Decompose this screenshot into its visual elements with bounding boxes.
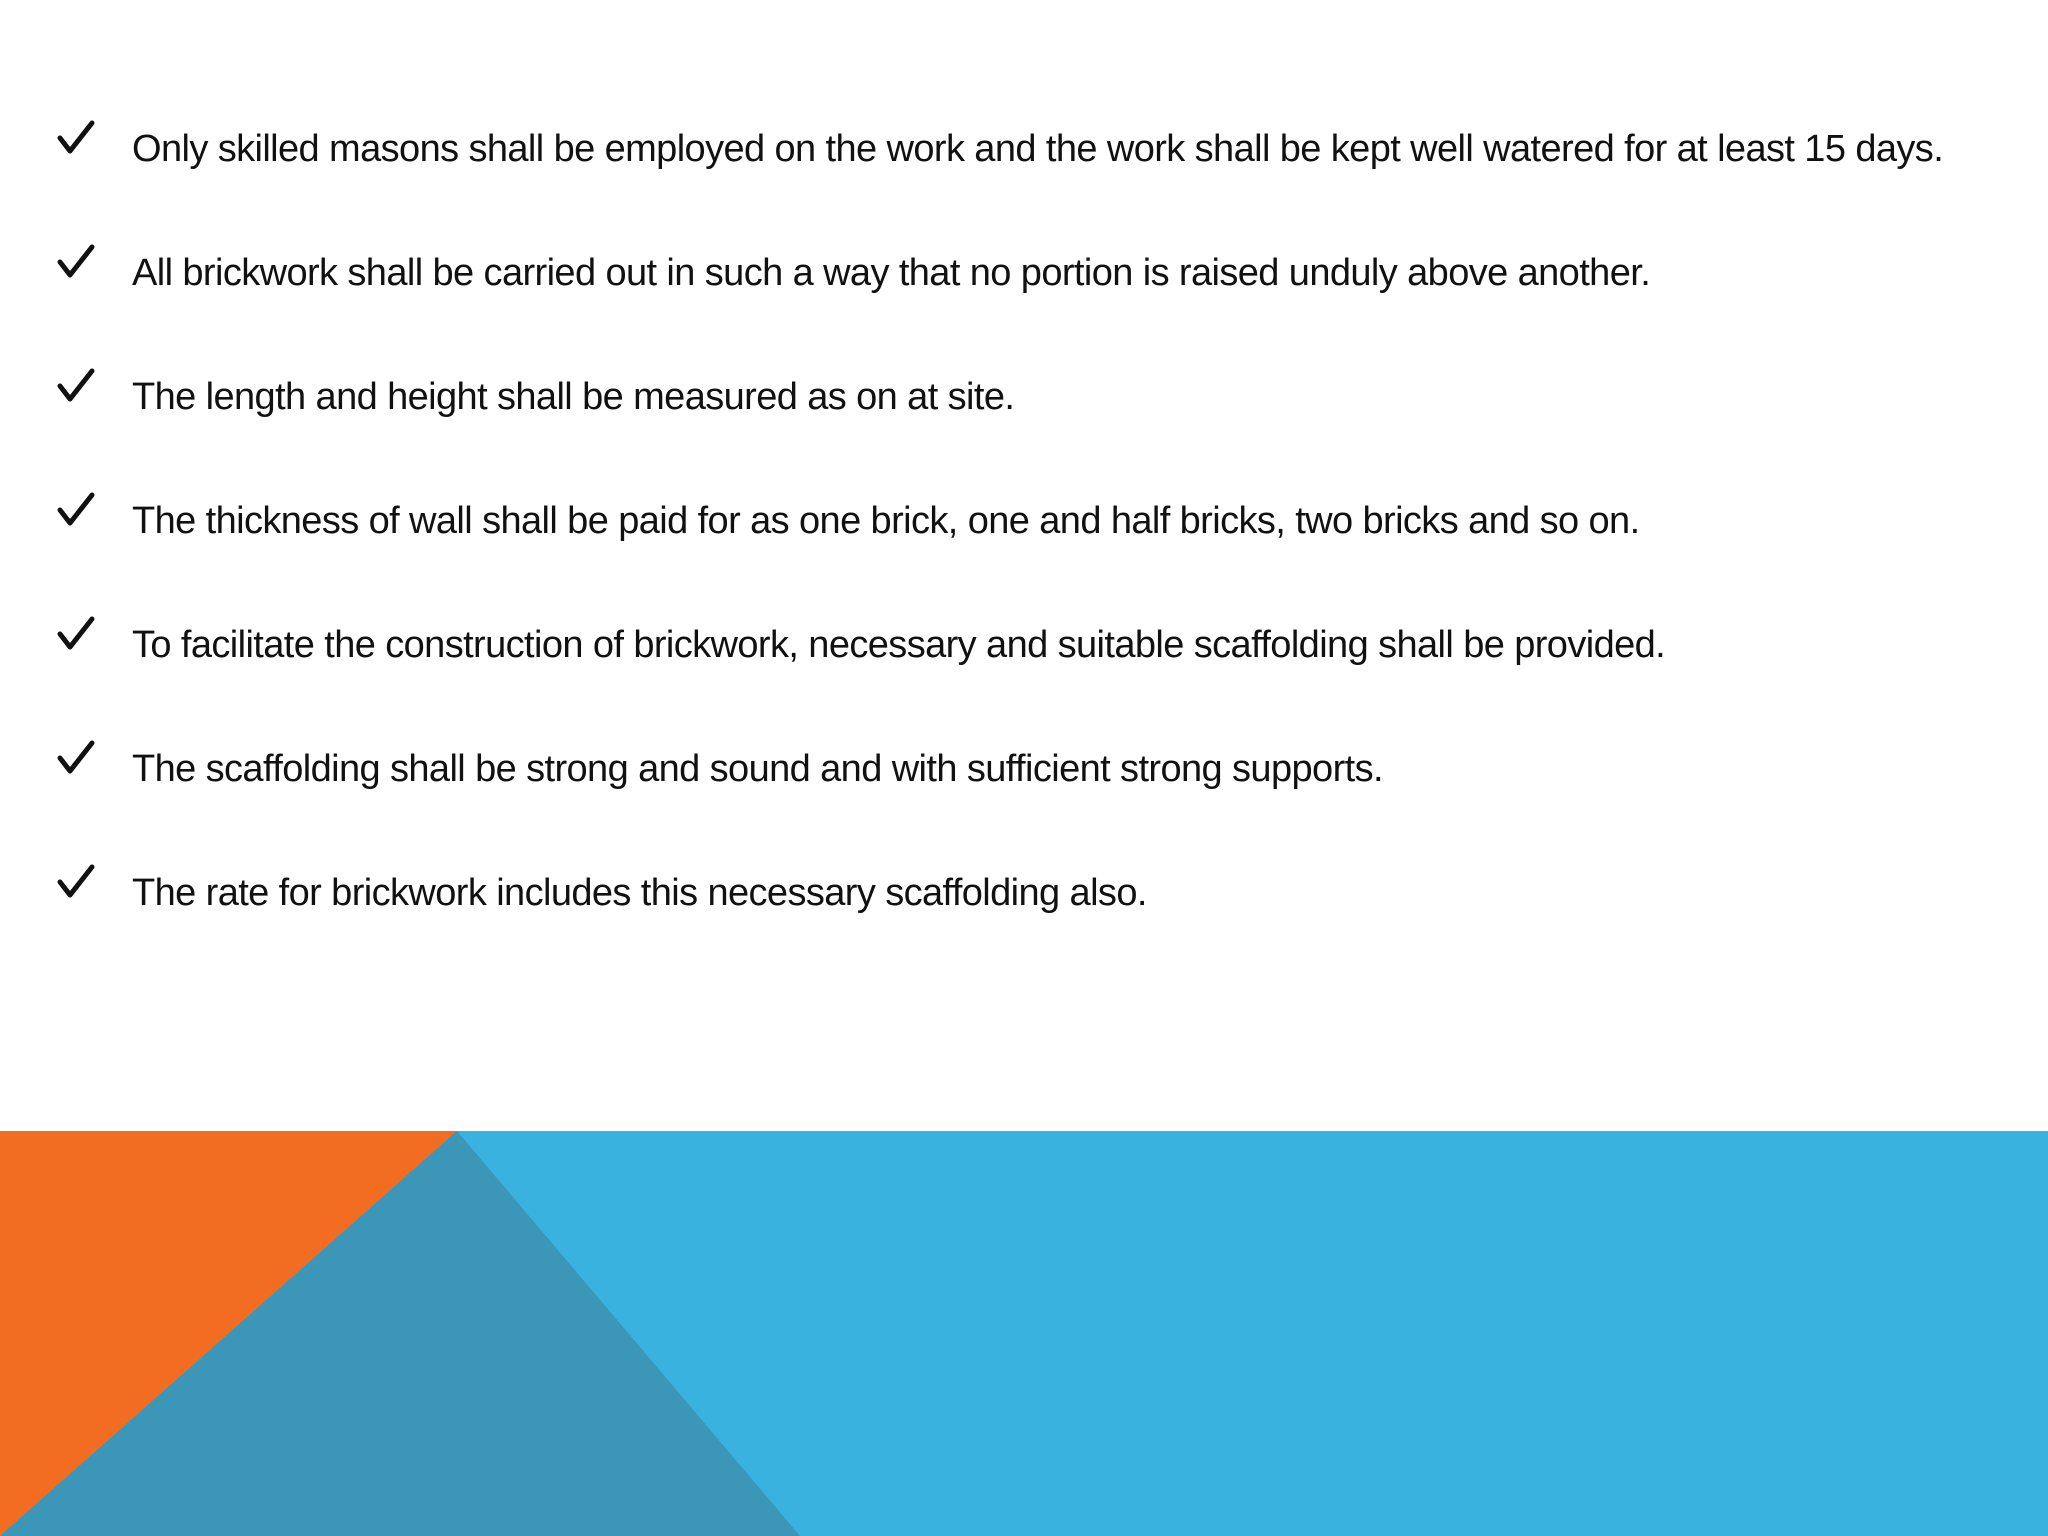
checkmark-icon [56, 366, 96, 406]
bullet-text: The thickness of wall shall be paid for as one brick, one and half bricks, two bricks and so on. [132, 500, 1640, 542]
bullet-text: The length and height shall be measured as on at site. [132, 376, 1015, 418]
checkmark-icon [56, 862, 96, 902]
bullet-text: To facilitate the construction of brickwork, necessary and suitable scaffolding shall be provided. [132, 624, 1666, 666]
list-item [56, 470, 2016, 572]
checkmark-icon [56, 490, 96, 530]
list-item [56, 346, 2016, 448]
list-item [56, 842, 2016, 944]
bullet-text: The rate for brickwork includes this necessary scaffolding also. [132, 872, 1147, 914]
bullet-text: The scaffolding shall be strong and sound and with sufficient strong supports. [132, 748, 1383, 790]
bullet-list [56, 98, 2016, 966]
list-item [56, 98, 2016, 200]
list-item [56, 222, 2016, 324]
bullet-text: Only skilled masons shall be employed on the work and the work shall be kept well watered for at least 15 days. [132, 128, 1944, 170]
decorative-footer-band [0, 1131, 2048, 1536]
checkmark-icon [56, 118, 96, 158]
checkmark-icon [56, 738, 96, 778]
checkmark-icon [56, 242, 96, 282]
checkmark-icon [56, 614, 96, 654]
list-item [56, 594, 2016, 696]
bullet-text: All brickwork shall be carried out in such a way that no portion is raised unduly above another. [132, 252, 1651, 294]
list-item [56, 718, 2016, 820]
